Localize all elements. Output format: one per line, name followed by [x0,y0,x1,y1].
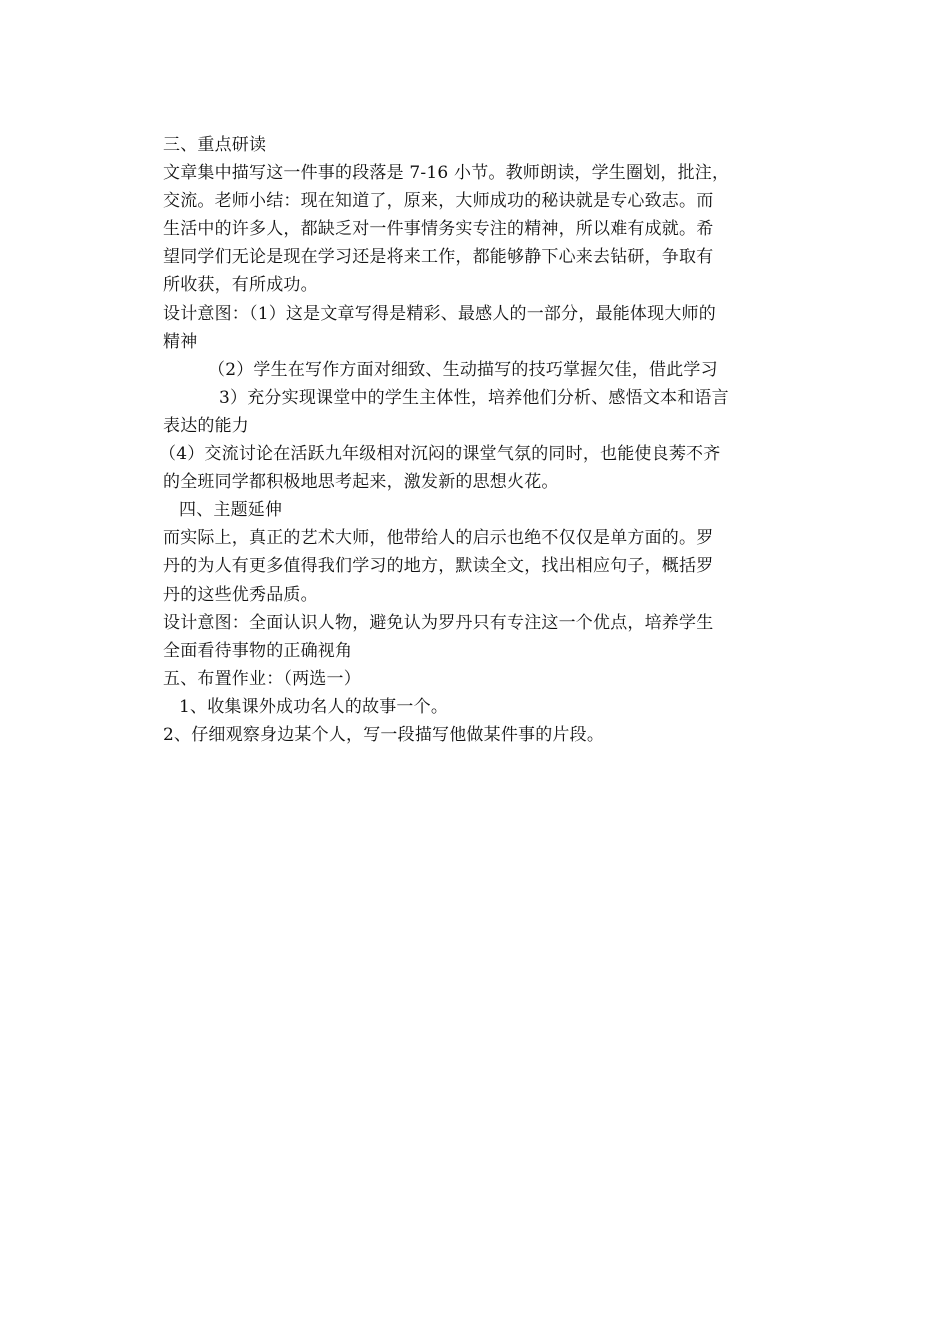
design-intent-item: 表达的能力 [163,415,249,436]
document-body [159,131,793,749]
design-intent-line: 精神 [163,331,198,352]
design-intent-item: 3）充分实现课堂中的学生主体性，培养他们分析、感悟文本和语言 [219,387,729,408]
homework-item: 2、仔细观察身边某个人，写一段描写他做某件事的片段。 [163,724,605,745]
design-intent-item: 的全班同学都积极地思考起来，激发新的思想火花。 [163,472,559,493]
paragraph-line: 交流。老师小结：现在知道了，原来，大师成功的秘诀就是专心致志。而 [163,191,714,212]
paragraph-line: 丹的这些优秀品质。 [163,584,318,605]
paragraph-line: 所收获，有所成功。 [163,275,318,296]
design-intent-item: （2）学生在写作方面对细致、生动描写的技巧掌握欠佳，借此学习 [208,359,718,380]
section-heading-key-reading: 三、重点研读 [163,135,267,155]
paragraph-line: 文章集中描写这一件事的段落是 7-16 小节。教师朗读，学生圈划，批注， [163,163,730,184]
design-intent-item: （4）交流讨论在活跃九年级相对沉闷的课堂气氛的同时，也能使良莠不齐 [159,444,721,465]
paragraph-line: 而实际上，真正的艺术大师，他带给人的启示也绝不仅仅是单方面的。罗 [163,528,714,549]
paragraph-line: 丹的为人有更多值得我们学习的地方，默读全文，找出相应句子，概括罗 [163,556,714,577]
paragraph-line: 望同学们无论是现在学习还是将来工作，都能够静下心来去钻研，争取有 [163,247,714,268]
paragraph-line: 生活中的许多人，都缺乏对一件事情务实专注的精神，所以难有成就。希 [163,219,714,240]
design-intent-line: 设计意图：（1）这是文章写得是精彩、最感人的一部分，最能体现大师的 [163,303,716,324]
design-intent-line: 全面看待事物的正确视角 [163,640,353,661]
section-heading-homework: 五、布置作业：（两选一） [163,668,361,689]
section-heading-theme-extension: 四、主题延伸 [179,500,283,521]
design-intent-line: 设计意图：全面认识人物，避免认为罗丹只有专注这一个优点，培养学生 [163,612,714,633]
homework-item: 1、收集课外成功名人的故事一个。 [179,696,449,717]
